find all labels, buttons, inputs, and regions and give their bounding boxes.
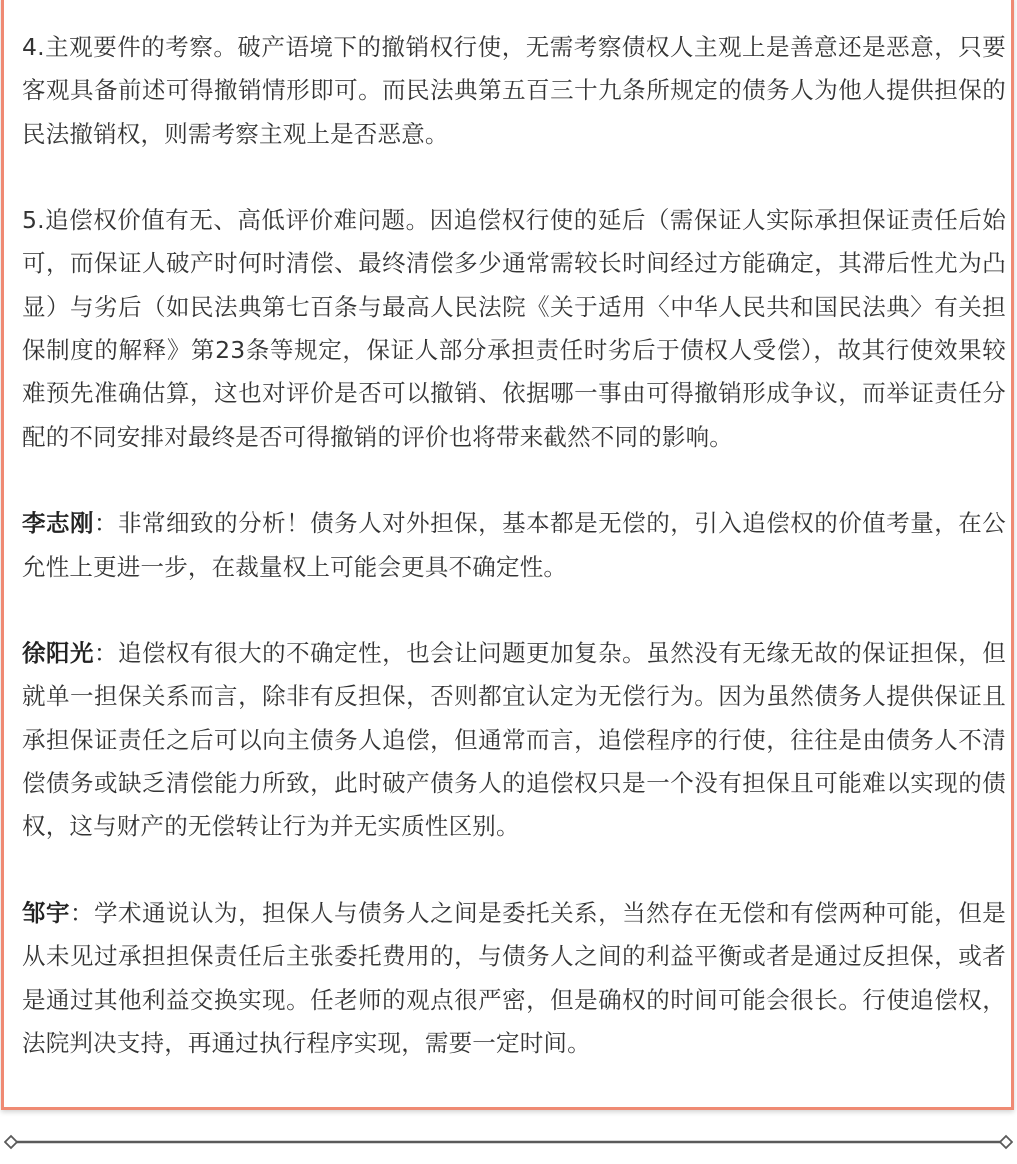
diamond-left-icon bbox=[5, 1136, 17, 1148]
section-divider bbox=[4, 1133, 1013, 1151]
speaker-name: 徐阳光 bbox=[22, 639, 95, 668]
speaker-name: 李志刚 bbox=[22, 509, 95, 538]
paragraph-recourse-valuation bbox=[22, 199, 1006, 459]
paragraph-text: ：非常细致的分析！债务人对外担保，基本都是无偿的，引入追偿权的价值考量，在公允性上更进一步，在裁量权上可能会更具不确定性。 bbox=[22, 509, 1006, 581]
divider-line bbox=[4, 1133, 1013, 1151]
diamond-right-icon bbox=[1000, 1136, 1012, 1148]
article-body bbox=[22, 26, 1006, 1065]
paragraph-subjective-element bbox=[22, 26, 1006, 156]
paragraph-zou-yu bbox=[22, 892, 1006, 1065]
paragraph-text: 5.追偿权价值有无、高低评价难问题。因追偿权行使的延后（需保证人实际承担保证责任后始可，而保证人破产时何时清偿、最终清偿多少通常需较长时间经过方能确定，其滞后性尤为凸显）与劣后（如民法典第七百条与最高人民法院《关于适用〈中华人民共和国民法典〉有关担保制度的解释》第23条等规定，保证人部分承担责任时劣后于债权人受偿），故其行使效果较难预先准确估算，这也对评价是否可以撤销、依据哪一事由可得撤销形成争议，而举证责任分配的不同安排对最终是否可得撤销的评价也将带来截然不同的影响。 bbox=[22, 206, 1006, 451]
paragraph-text: ：追偿权有很大的不确定性，也会让问题更加复杂。虽然没有无缘无故的保证担保，但就单一担保关系而言，除非有反担保，否则都宜认定为无偿行为。因为虽然债务人提供保证且承担保证责任之后可以向主债务人追偿，但通常而言，追偿程序的行使，往往是由债务人不清偿债务或缺乏清偿能力所致，此时破产债务人的追偿权只是一个没有担保且可能难以实现的债权，这与财产的无偿转让行为并无实质性区别。 bbox=[22, 639, 1006, 841]
paragraph-li-zhigang bbox=[22, 502, 1006, 589]
paragraph-text: ：学术通说认为，担保人与债务人之间是委托关系，当然存在无偿和有偿两种可能，但是从未见过承担担保责任后主张委托费用的，与债务人之间的利益平衡或者是通过反担保，或者是通过其他利益交换实现。任老师的观点很严密，但是确权的时间可能会很长。行使追偿权，法院判决支持，再通过执行程序实现，需要一定时间。 bbox=[22, 898, 1006, 1057]
speaker-name: 邹宇 bbox=[22, 898, 71, 927]
paragraph-text: 4.主观要件的考察。破产语境下的撤销权行使，无需考察债权人主观上是善意还是恶意，只要客观具备前述可得撤销情形即可。而民法典第五百三十九条所规定的债务人为他人提供担保的民法撤销权，则需考察主观上是否恶意。 bbox=[22, 33, 1006, 148]
article-card bbox=[1, 0, 1014, 1110]
paragraph-xu-yangguang bbox=[22, 632, 1006, 848]
